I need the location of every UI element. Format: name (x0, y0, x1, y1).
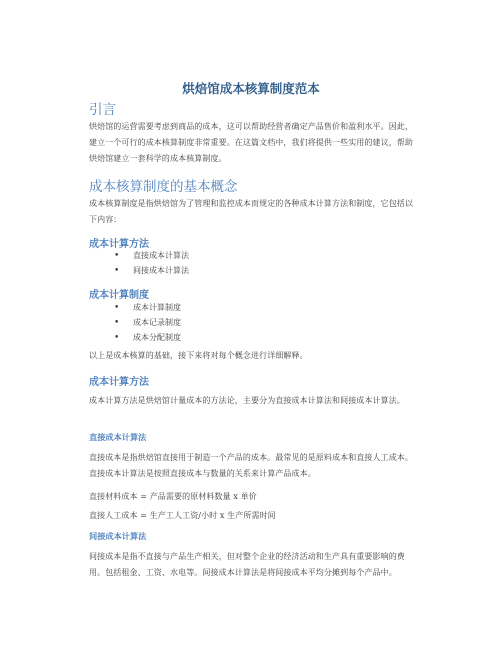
heading-method-detail: 成本计算方法 (89, 377, 149, 388)
heading-method: 成本计算方法 (89, 239, 149, 250)
heading-system: 成本计算制度 (89, 290, 149, 301)
formula-direct-material: 直接材料成本 = 产品需要的原材料数量 x 单价 (89, 492, 257, 501)
heading-concept: 成本核算制度的基本概念 (89, 179, 238, 195)
heading-indirect: 间接成本计算法 (89, 531, 147, 541)
heading-intro: 引言 (89, 102, 116, 118)
direct-paragraph: 直接成本是指烘焙馆直接用于制造一个产品的成本。最常见的是原料成本和直接人工成本。直接成本计算法是按照直接成本与数量的关系来计算产品成本。 (89, 453, 413, 478)
heading-direct: 直接成本计算法 (89, 432, 147, 442)
basis-paragraph: 以上是成本核算的基础，接下来将对每个概念进行详细解释。 (89, 351, 308, 360)
document-title: 烘焙馆成本核算制度范本 (182, 81, 320, 96)
formula-direct-labor: 直接人工成本 = 生产工人工资/小时 x 生产所需时间 (89, 511, 276, 520)
concept-paragraph: 成本核算制度是指烘焙馆为了管理和监控成本而规定的各种成本计算方法和制度，它包括以下内容： (89, 199, 413, 224)
method-paragraph: 成本计算方法是烘焙馆计量成本的方法论，主要分为直接成本计算法和间接成本计算法。 (89, 396, 405, 405)
document-page: 烘焙馆成本核算制度范本 引言 烘焙馆的运营需要考虑到商品的成本，这可以帮助经营者确定产品售价和盈利水平。因此，建立一个可行的成本核算制度非常重要。在这篇文档中，我们将提供一些实用的建议，帮助烘焙馆建立一套科学的成本核算制度。 成本核算制度的基本概念 成本核算制度是指烘焙馆为了管理和监控成本而规定的各种成本计算方法和制度，它包括以下内容： 成本计算方法 • 直接成本计算法 • 间接成本计算法 成本计算制度 • 成本计算制度 • 成本记录制度 • 成本分配制度 以上是成本核算的基础，接下来将对每个概念进行详细解释。 成本计算方法 成本计算方法是烘焙馆计量成本的方法论，主要分为直接成本计算法和间接成本计算法。 直接成本计算法 直接成本是指烘焙馆直接用于制造一个产品的成本。最常见的是原料成本和直接人工成本。直接成本计算法是按照直接成本与数量的关系来计算产品成本。 直接材料成本 = 产品需要的原材料数量 x 单价 直接人工成本 = 生产工人工资/小时 x 生产所需时间 间接成本计算法 间接成本是指不直接与产品生产相关，但对整个企业的经济活动和生产具有重要影响的费用。包括租金、工资、水电等。间接成本计算法是将间接成本平均分摊到每个产品中。 (0, 0, 502, 649)
intro-paragraph: 烘焙馆的运营需要考虑到商品的成本，这可以帮助经营者确定产品售价和盈利水平。因此，建立一个可行的成本核算制度非常重要。在这篇文档中，我们将提供一些实用的建议，帮助烘焙馆建立一套科学的成本核算制度。 (89, 122, 413, 163)
indirect-paragraph: 间接成本是指不直接与产品生产相关，但对整个企业的经济活动和生产具有重要影响的费用。包括租金、工资、水电等。间接成本计算法是将间接成本平均分摊到每个产品中。 (89, 552, 405, 577)
